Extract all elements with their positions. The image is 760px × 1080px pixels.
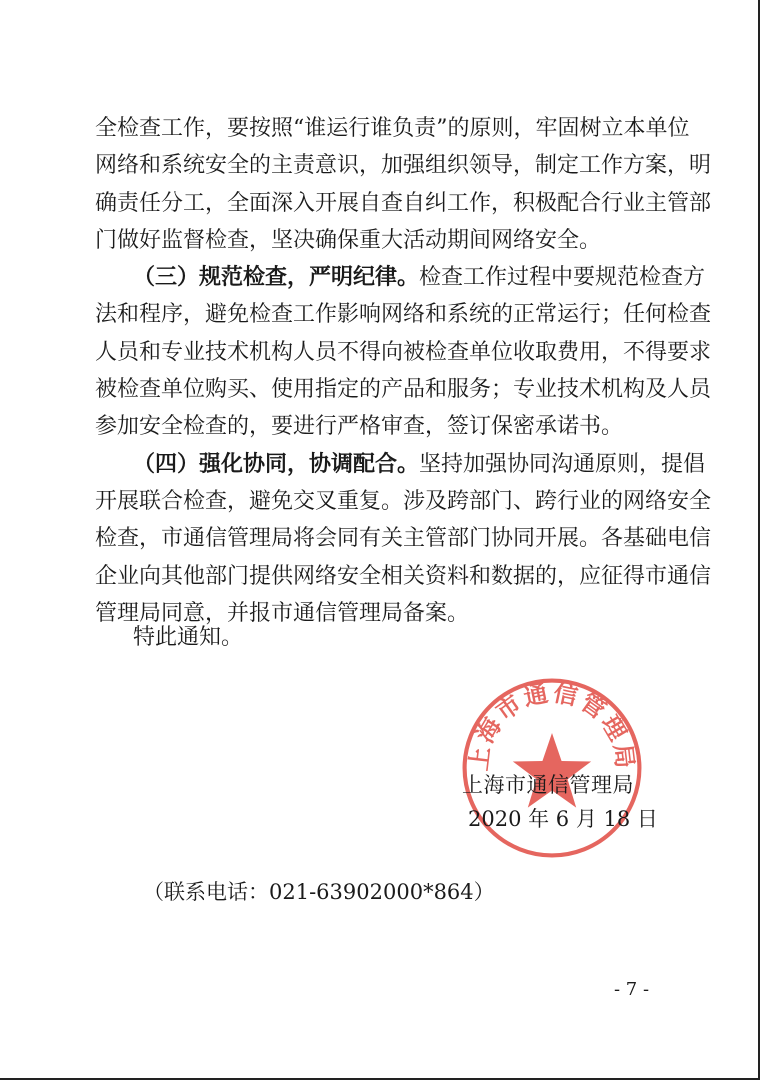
issue-date: 2020 年 6 月 18 日 bbox=[468, 807, 658, 831]
paragraph-line: 被检查单位购买、使用指定的产品和服务；专业技术机构及人员 bbox=[95, 377, 712, 403]
paragraph-line: 法和程序，避免检查工作影响网络和系统的正常运行；任何检查 bbox=[95, 302, 712, 328]
paragraph-line: 企业向其他部门提供网络安全相关资料和数据的，应征得市通信 bbox=[95, 563, 712, 589]
paragraph-line: 检查，市通信管理局将会同有关主管部门协同开展。各基础电信 bbox=[95, 526, 712, 552]
paragraph-line: 确责任分工，全面深入开展自查自纠工作，积极配合行业主管部 bbox=[95, 190, 712, 216]
paragraph-line: 开展联合检查，避免交叉重复。涉及跨部门、跨行业的网络安全 bbox=[95, 488, 712, 514]
paragraph-line bbox=[95, 259, 706, 296]
paragraph-line: 门做好监督检查，坚决确保重大活动期间网络安全。 bbox=[95, 227, 602, 253]
closing-text: 特此通知。 bbox=[133, 625, 244, 650]
paragraph-line bbox=[95, 446, 706, 483]
paragraph-line: 全检查工作，要按照“谁运行谁负责”的原则，牢固树立本单位 bbox=[95, 116, 690, 141]
section-heading-4: （四）强化协同，协调配合。 bbox=[133, 451, 420, 477]
svg-text:上海市通信管理局: 上海市通信管理局 bbox=[464, 678, 640, 773]
page-number: - 7 - bbox=[614, 979, 650, 1000]
contact-phone: （联系电话：021-63902000*864） bbox=[143, 880, 495, 904]
paragraph-line: 网络和系统安全的主责意识，加强组织领导，制定工作方案，明 bbox=[95, 153, 712, 179]
paragraph-text: 检查工作过程中要规范检查方 bbox=[419, 265, 706, 291]
paragraph-line: 管理局同意，并报市通信管理局备案。 bbox=[95, 600, 470, 626]
section-heading-3: （三）规范检查，严明纪律。 bbox=[133, 265, 420, 291]
document-body bbox=[95, 110, 712, 632]
paragraph-text: 坚持加强协同沟通原则，提倡 bbox=[419, 451, 706, 477]
issuer-name: 上海市通信管理局 bbox=[462, 773, 634, 797]
paragraph-line: 参加安全检查的，要进行严格审查，签订保密承诺书。 bbox=[95, 414, 624, 440]
paragraph-line: 人员和专业技术机构人员不得向被检查单位收取费用，不得要求 bbox=[95, 339, 712, 365]
